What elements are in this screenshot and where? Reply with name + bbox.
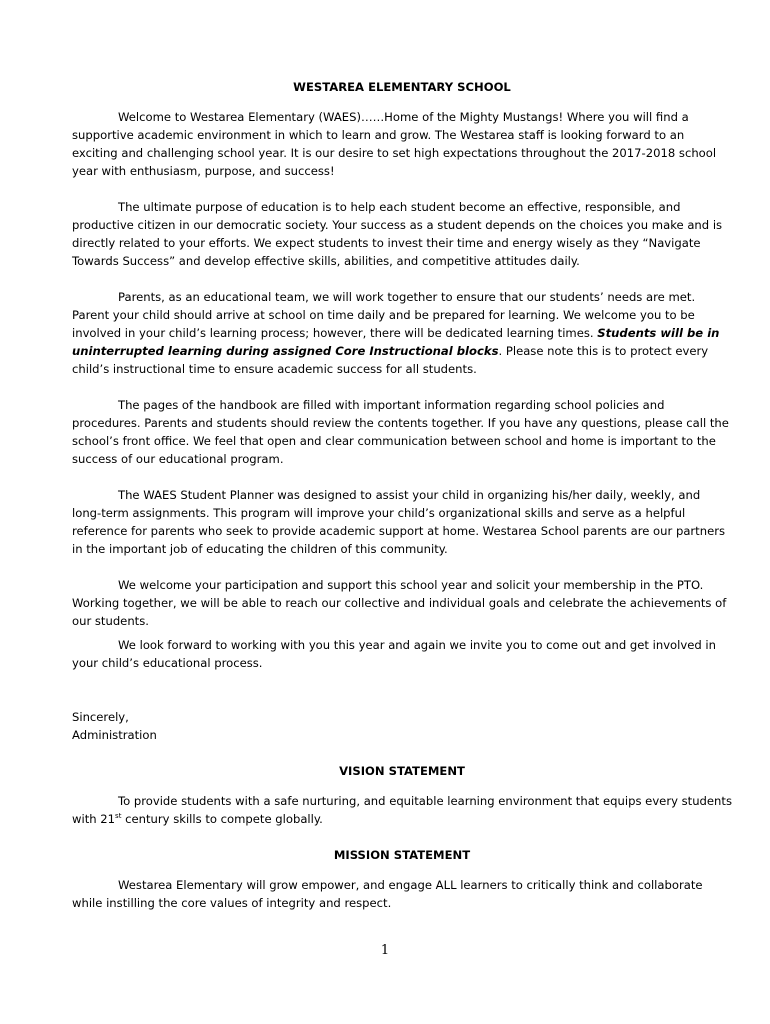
document-title: WESTAREA ELEMENTARY SCHOOL <box>293 80 511 94</box>
vision-text-start: To provide students with a safe nurturing, and equitable learning environment that equips every students with 21 <box>72 794 732 826</box>
document-page <box>72 78 732 930</box>
welcome-paragraph: Welcome to Westarea Elementary (WAES)……Home of the Mighty Mustangs! Where you will find a supportive academic environment in which to learn and grow. The Westarea staff is looking forward to an exciting and challenging school year. It is our desire to set high expectations throughout the 2017-2018 school year with enthusiasm, purpose, and success! <box>72 110 717 178</box>
closing-block <box>72 708 732 744</box>
signature: Administration <box>72 728 157 742</box>
page-number: 1 <box>380 943 390 958</box>
invitation-paragraph: We look forward to working with you this year and again we invite you to come out and get involved in your child’s educational process. <box>72 638 716 670</box>
handbook-paragraph: The pages of the handbook are filled with important information regarding school policies and procedures. Parents and students should review the contents together. If you have any questions, please call the school’s front office. We feel that open and clear communication between school and home is important to the success of our educational program. <box>72 398 729 466</box>
mission-statement: Westarea Elementary will grow empower, and engage ALL learners to critically think and collaborate while instilling the core values of integrity and respect. <box>72 878 703 910</box>
mission-heading: MISSION STATEMENT <box>333 848 471 862</box>
purpose-paragraph: The ultimate purpose of education is to help each student become an effective, responsible, and productive citizen in our democratic society. Your success as a student depends on the choices you make and is directly related to your efforts. We expect students to invest their time and energy wisely as they “Navigate Towards Success” and develop effective skills, abilities, and competitive attitudes daily. <box>72 200 723 268</box>
core-instruction-emphasis: Students will be in uninterrupted learning during assigned Core Instructional blocks <box>72 326 720 358</box>
vision-heading: VISION STATEMENT <box>339 764 465 778</box>
parents-paragraph-text-end: . Please note this is to protect every child’s instructional time to ensure academic success for all students. <box>72 344 709 376</box>
pto-paragraph: We welcome your participation and support this school year and solicit your membership in the PTO. Working together, we will be able to reach our collective and individual goals and celebrate the achievements of our students. <box>72 578 727 628</box>
parents-paragraph-text-start: Parents, as an educational team, we will work together to ensure that our students’ needs are met. Parent your child should arrive at school on time daily and be prepared for learning. We welcome you to be involved in your child’s learning process; however, there will be dedicated learning times. <box>72 290 696 340</box>
parents-paragraph <box>72 288 732 378</box>
vision-text-end: century skills to compete globally. <box>121 812 323 826</box>
vision-superscript: st <box>115 812 122 821</box>
planner-paragraph: The WAES Student Planner was designed to assist your child in organizing his/her daily, weekly, and long-term assignments. This program will improve your child’s organizational skills and serve as a helpful reference for parents who seek to provide academic support at home. Westarea School parents are our partners in the important job of educating the children of this community. <box>72 488 726 556</box>
salutation: Sincerely, <box>72 710 129 724</box>
vision-statement <box>72 792 732 828</box>
